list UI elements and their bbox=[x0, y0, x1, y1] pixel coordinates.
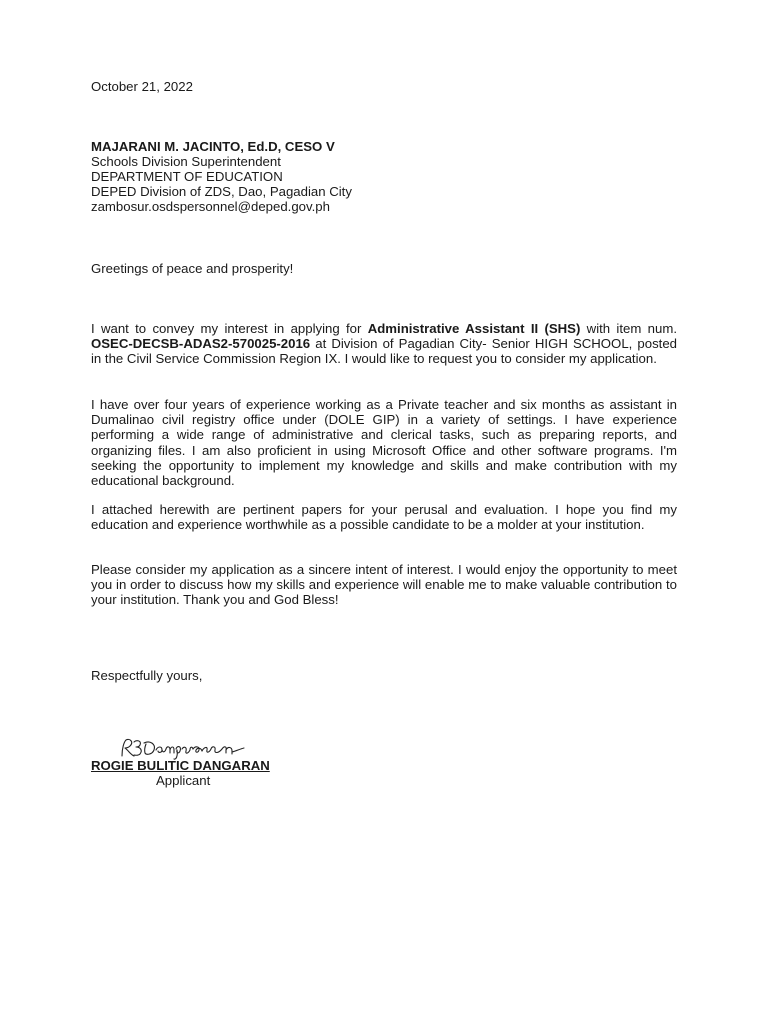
recipient-office: DEPED Division of ZDS, Dao, Pagadian City bbox=[91, 184, 352, 199]
position-title: Administrative Assistant II (SHS) bbox=[367, 321, 581, 336]
paragraph-request: Please consider my application as a sincere intent of interest. I would enjoy the opportunity to meet you in order to discuss how my skills and experience will enable me to make valuable contribution to your institution. Thank you and God Bless! bbox=[91, 562, 677, 608]
recipient-email: zambosur.osdspersonnel@deped.gov.ph bbox=[91, 199, 330, 214]
greeting: Greetings of peace and prosperity! bbox=[91, 261, 294, 276]
recipient-block bbox=[91, 139, 352, 214]
paragraph-attachments: I attached herewith are pertinent papers for your perusal and evaluation. I hope you find my education and experience worthwhile as a possible candidate to be a molder at your institution. bbox=[91, 502, 677, 533]
closing-salutation: Respectfully yours, bbox=[91, 668, 203, 683]
p1-mid: with item num. bbox=[580, 321, 677, 336]
p1-intro: I want to convey my interest in applying for bbox=[91, 321, 368, 336]
signer-role: Applicant bbox=[156, 773, 211, 788]
item-number: OSEC-DECSB-ADAS2-570025-2016 bbox=[91, 336, 311, 352]
paragraph-experience: I have over four years of experience working as a Private teacher and six months as assistant in Dumalinao civil registry office under (DOLE GIP) in a variety of settings. I have experience performing a wide range of administrative and clerical tasks, such as preparing reports, and organizing files. I am also proficient in using Microsoft Office and other software programs. I'm seeking the opportunity to implement my knowledge and skills and make contribution with my educational background. bbox=[91, 397, 677, 489]
letter-date: October 21, 2022 bbox=[91, 79, 193, 94]
p1-rest: at Division of Pagadian City- Senior HIGH SCHOOL, posted in the Civil Service Commission Region IX. I would like to request you to consider my application. bbox=[91, 336, 677, 367]
recipient-department: DEPARTMENT OF EDUCATION bbox=[91, 169, 283, 184]
recipient-name: MAJARANI M. JACINTO, Ed.D, CESO V bbox=[91, 139, 335, 154]
signer-name: ROGIE BULITIC DANGARAN bbox=[91, 758, 270, 773]
recipient-title: Schools Division Superintendent bbox=[91, 154, 281, 169]
paragraph-application bbox=[91, 321, 677, 367]
